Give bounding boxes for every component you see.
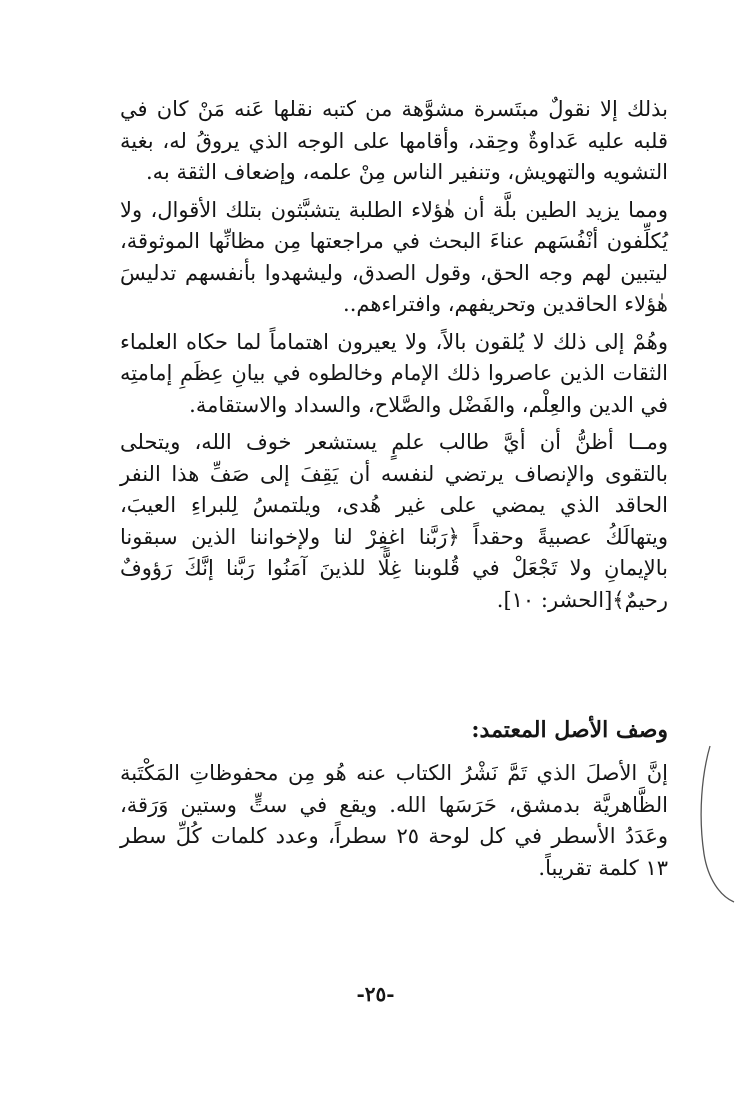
paragraph-3: وهُمْ إلى ذلك لا يُلقون بالاً، ولا يعيرون اهتماماً لما حكاه العلماء الثقات الذين عاصروا ذلك الإمام وخالطوه في بيانِ عِظَمِ إمامتِه في الدين والعِلْم، والفَضْل والصَّلاح، والسداد والاستقامة. bbox=[120, 329, 668, 417]
paragraph-2: ومما يزيد الطين بلَّة أن هٰؤلاء الطلبة يتشبَّثون بتلك الأقوال، ولا يُكلِّفون أنْفُسَهم عناءَ البحث في مراجعتها مِن مظانِّها الموثوقة، ليتبين لهم وجه الحق، وقول الصدق، وليشهدوا بأنفسهم تدليسَ هٰؤلاء الحاقدين وتحريفهم، وافتراءهم.. bbox=[120, 197, 669, 316]
body-text-lower bbox=[120, 758, 668, 884]
paragraph-5: إنَّ الأصلَ الذي تَمَّ نَشْرُ الكتاب عنه هُو مِن محفوظاتِ المَكْتَبة الظَّاهريَّة بدمشق، حَرَسَها الله. ويقع في ستٍّ وستين وَرَقة، وعَدَدُ الأسطر في كل لوحة ٢٥ سطراً، وعدد كلمات كُلِّ سطر ١٣ كلمة تقريباً. bbox=[120, 761, 668, 880]
body-text-upper bbox=[120, 94, 668, 616]
page-number: -٢٥- bbox=[356, 982, 395, 1006]
paragraph-4: ومــا أظنُّ أن أيَّ طالب علمٍ يستشعر خوف الله، ويتحلى بالتقوى والإنصاف يرتضي لنفسه أن يَقِفَ إلى صَفِّ هذا النفر الحاقد الذي يمضي على غير هُدى، ويلتمسُ لِلبراءِ العيبَ، ويتهالَكُ عصبيةً وحقداً ﴿رَبَّنا اغفِرْ لنا ولإخواننا الذين سبقونا بالإيمانِ ولا تَجْعَلْ في قُلوبنا غِلًّا للذينَ آمَنُوا رَبَّنا إنَّكَ رَؤوفٌ رحيمٌ﴾[الحشر: ١٠]. bbox=[120, 430, 668, 612]
paragraph-1: بذلك إلا نقولٌ مبتَسرة مشوَّهة من كتبه نقلها عَنه مَنْ كان في قلبه عليه عَداوةٌ وحِقد، وأقامها على الوجه الذي يروقُ له، بغية التشويه والتهويش، وتنفير الناس مِنْ علمه، وإضعاف الثقة به. bbox=[120, 97, 668, 184]
margin-bracket-mark bbox=[696, 744, 736, 904]
section-heading: وصف الأصل المعتمد: bbox=[471, 717, 668, 743]
